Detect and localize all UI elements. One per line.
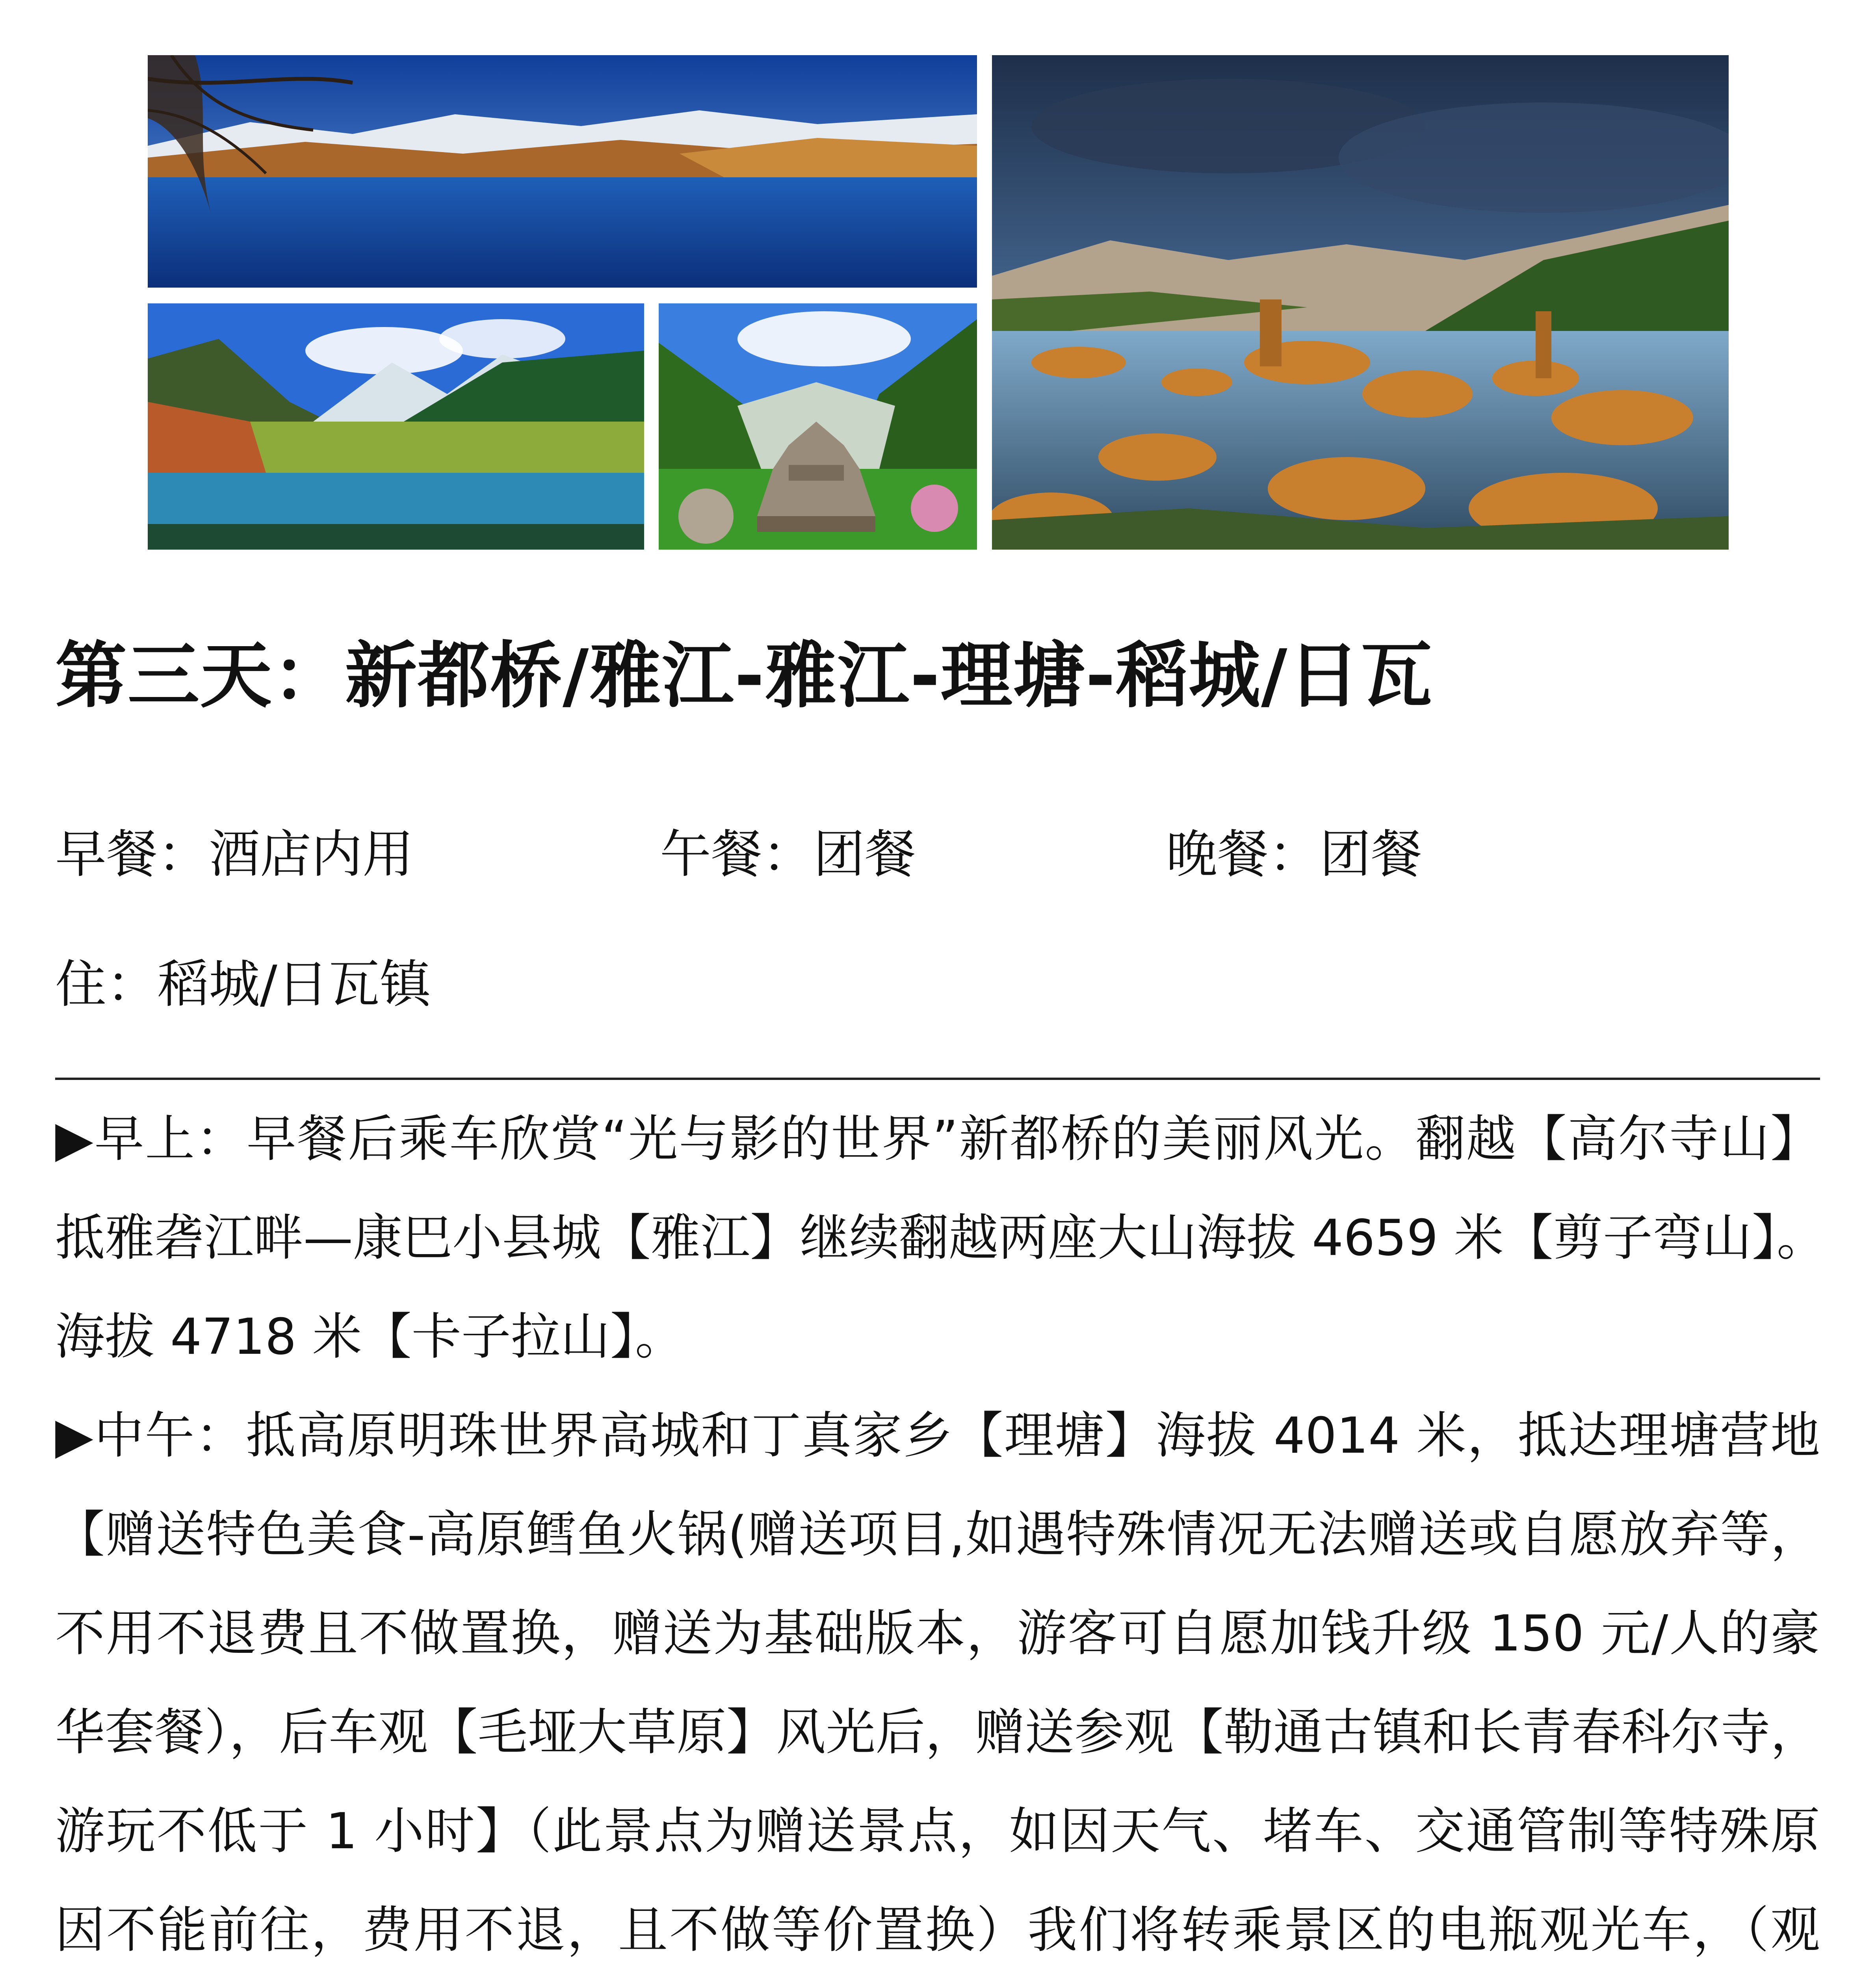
itinerary-noon — [55, 1386, 1820, 1970]
day-title: 第三天：新都桥/雅江-雅江-理塘-稻城/日瓦 — [55, 634, 1433, 717]
photo-mountain-lake-meadow — [148, 303, 644, 550]
itinerary-morning — [55, 1089, 1826, 1386]
photo-tibetan-stupa-valley — [659, 303, 977, 550]
meal-breakfast: 早餐：酒店内用 — [55, 824, 414, 884]
text-line: 华套餐），后车观【毛垭大草原】风光后，赠送参观【勒通古镇和长青春科尔寺， — [55, 1703, 1820, 1761]
text-line: 不用不退费且不做置换，赠送为基础版本，游客可自愿加钱升级 150 元/人的豪 — [55, 1604, 1820, 1662]
meal-lunch: 午餐：团餐 — [660, 824, 916, 884]
text-line: ▶早上：早餐后乘车欣赏“光与影的世界”新都桥的美丽风光。翻越【高尔寺山】 — [55, 1110, 1820, 1168]
section-divider — [55, 1078, 1820, 1080]
accommodation: 住：稻城/日瓦镇 — [55, 954, 431, 1014]
text-line: 海拔 4718 米【卡子拉山】。 — [55, 1308, 685, 1366]
text-line: 因不能前往，费用不退，且不做等价置换）我们将转乘景区的电瓶观光车，（观 — [55, 1901, 1820, 1959]
text-line: 抵雅砻江畔—康巴小县城【雅江】继续翻越两座大山海拔 4659 米【剪子弯山】。 — [55, 1209, 1826, 1267]
text-line: ▶中午：抵高原明珠世界高城和丁真家乡【理塘】海拔 4014 米，抵达理塘营地 — [55, 1407, 1820, 1464]
text-line: 【赠送特色美食-高原鳕鱼火锅(赠送项目,如遇特殊情况无法赠送或自愿放弃等， — [55, 1505, 1820, 1563]
photo-rocky-highland-lake — [992, 55, 1729, 550]
text-line: 游玩不低于 1 小时】（此景点为赠送景点，如因天气、堵车、交通管制等特殊原 — [55, 1802, 1820, 1860]
photo-lake-with-tree-branches — [148, 55, 977, 288]
meal-dinner: 晚餐：团餐 — [1166, 824, 1423, 884]
